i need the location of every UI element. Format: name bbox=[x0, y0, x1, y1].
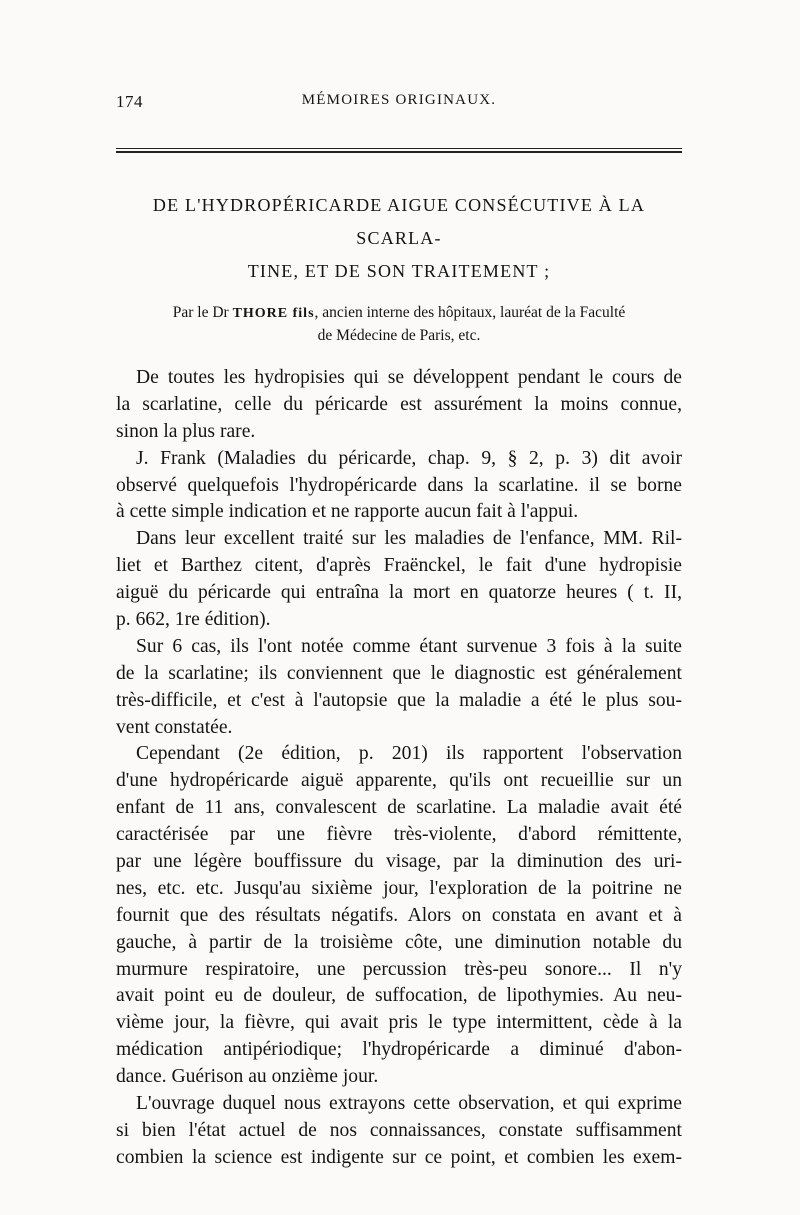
text-line: Cependant (2e édition, p. 201) ils rapportent l'observation bbox=[136, 743, 682, 765]
article-title-line: DE L'HYDROPÉRICARDE AIGUE CONSÉCUTIVE À LA SCARLA- bbox=[152, 195, 646, 248]
text-line: liet et Barthez citent, d'après Fraënckel, le fait d'une hydropisie bbox=[116, 555, 682, 577]
text-line: par une légère bouffissure du visage, par la diminution des uri- bbox=[116, 851, 682, 873]
text-line: Sur 6 cas, ils l'ont notée comme étant survenue 3 fois à la suite bbox=[136, 635, 682, 657]
article-title-line: TINE, ET DE SON TRAITEMENT ; bbox=[247, 261, 551, 281]
text-line: à cette simple indication et ne rapporte aucun fait à l'appui. bbox=[116, 501, 579, 523]
byline-line bbox=[116, 302, 682, 325]
article-title bbox=[116, 189, 682, 288]
text-line: la scarlatine, celle du péricarde est assurément la moins connue, bbox=[116, 393, 682, 415]
text-line: nes, etc. etc. Jusqu'au sixième jour, l'exploration de la poitrine ne bbox=[116, 877, 682, 899]
text-line: observé quelquefois l'hydropéricarde dans la scarlatine. il se borne bbox=[116, 474, 682, 496]
text-line: p. 662, 1re édition). bbox=[116, 609, 271, 631]
text-line: d'une hydropéricarde aiguë apparente, qu'ils ont recueillie sur un bbox=[116, 770, 682, 792]
text-line: J. Frank (Maladies du péricarde, chap. 9, § 2, p. 3) dit avoir bbox=[136, 447, 682, 469]
text-line: avait point eu de douleur, de suffocation, de lipothymies. Au neu- bbox=[116, 985, 682, 1007]
byline-prefix: Par le Dr bbox=[172, 304, 229, 321]
text-line: si bien l'état actuel de nos connaissances, constate suffisamment bbox=[116, 1119, 682, 1141]
text-line: combien la science est indigente sur ce point, et combien les exem- bbox=[116, 1146, 682, 1168]
running-head-title: MÉMOIRES ORIGINAUX. bbox=[301, 92, 497, 108]
text-line: aiguë du péricarde qui entraîna la mort en quatorze heures ( t. II, bbox=[116, 582, 682, 604]
text-line: de la scarlatine; ils conviennent que le diagnostic est généralement bbox=[116, 662, 682, 684]
byline-affiliation: , ancien interne des hôpitaux, lauréat de la Faculté bbox=[314, 304, 626, 321]
text-line: L'ouvrage duquel nous extrayons cette observation, et qui exprime bbox=[136, 1093, 682, 1115]
text-line: gauche, à partir de la troisième côte, une diminution notable du bbox=[116, 931, 682, 953]
byline-line: de Médecine de Paris, etc. bbox=[317, 327, 481, 344]
author-name: THORE fils bbox=[232, 306, 315, 321]
text-line: fournit que des résultats négatifs. Alors on constata en avant et à bbox=[116, 904, 682, 926]
text-line: vième jour, la fièvre, qui avait pris le type intermittent, cède à la bbox=[116, 1012, 682, 1034]
byline bbox=[116, 302, 682, 347]
text-line: murmure respiratoire, une percussion très-peu sonore... Il n'y bbox=[116, 958, 682, 980]
text-line: sinon la plus rare. bbox=[116, 420, 256, 442]
article-body bbox=[116, 365, 682, 1172]
page-number: 174 bbox=[116, 92, 143, 111]
text-line: Dans leur excellent traité sur les maladies de l'enfance, MM. Ril- bbox=[136, 528, 682, 550]
text-line: très-difficile, et c'est à l'autopsie que la maladie a été le plus sou- bbox=[116, 689, 682, 711]
text-line: dance. Guérison au onzième jour. bbox=[116, 1066, 379, 1088]
text-line: caractérisée par une fièvre très-violente, d'abord rémittente, bbox=[116, 824, 682, 846]
running-head bbox=[116, 92, 682, 122]
text-line: De toutes les hydropisies qui se développent pendant le cours de bbox=[136, 367, 682, 388]
book-page bbox=[116, 92, 682, 1172]
text-line: enfant de 11 ans, convalescent de scarlatine. La maladie avait été bbox=[116, 797, 682, 819]
text-line: médication antipériodique; l'hydropéricarde a diminué d'abon- bbox=[116, 1039, 682, 1061]
header-rule bbox=[116, 148, 682, 153]
text-line: vent constatée. bbox=[116, 716, 233, 738]
